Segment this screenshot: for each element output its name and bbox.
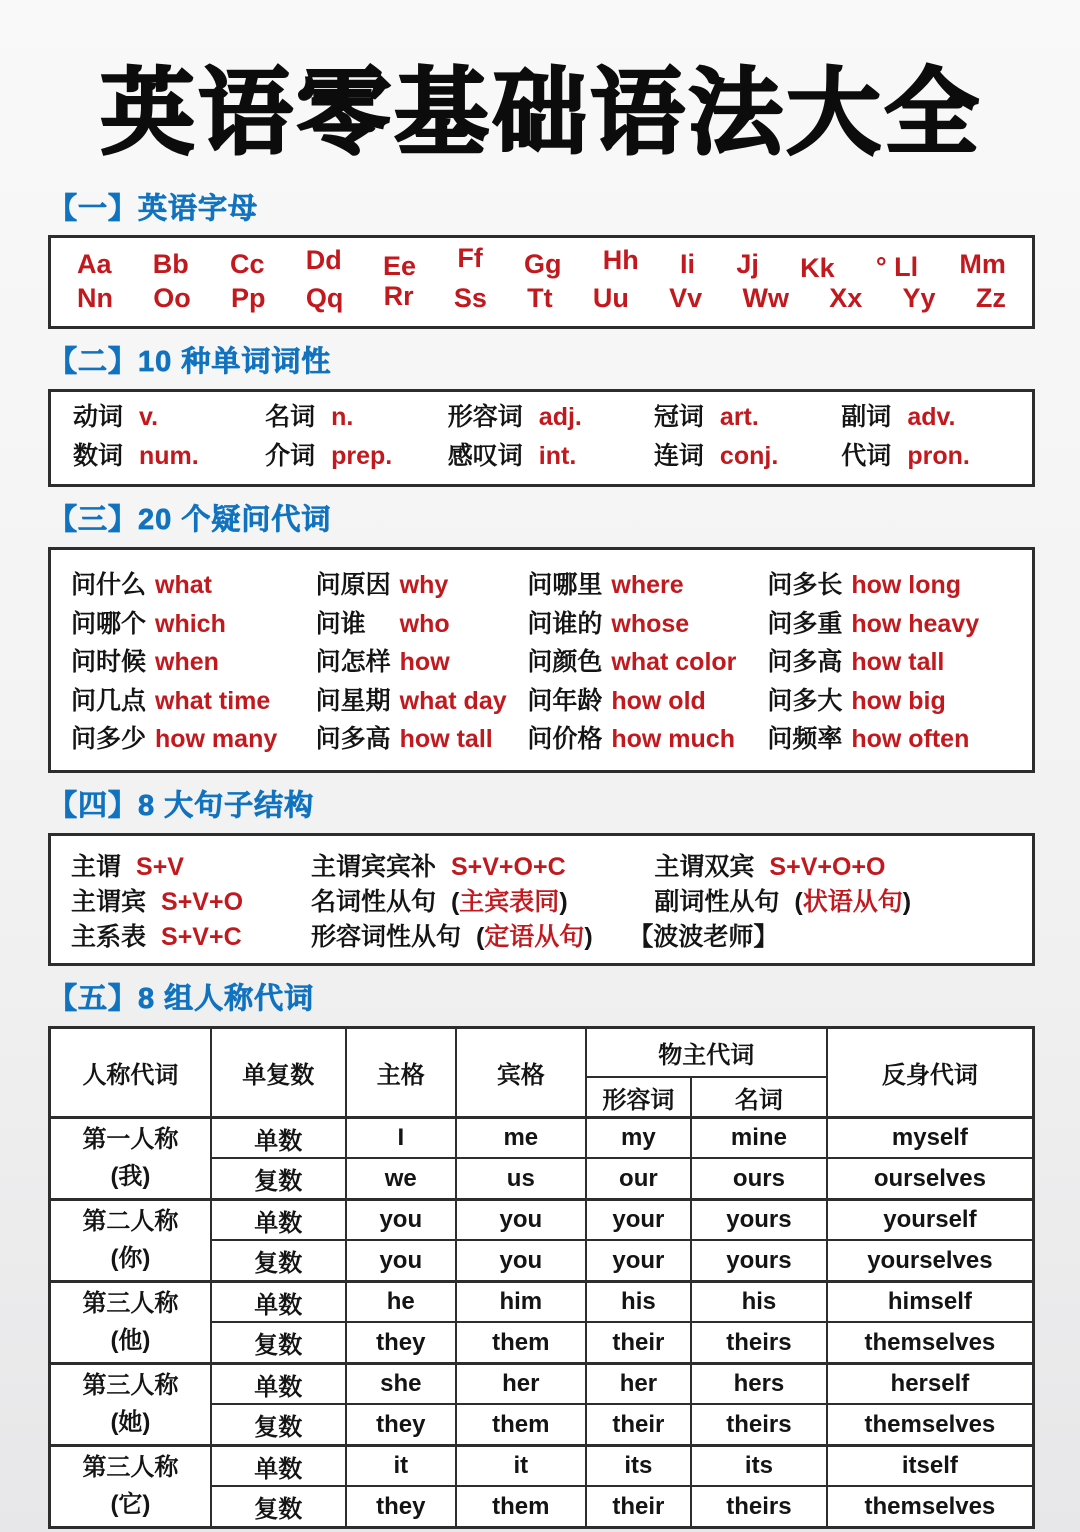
pronoun-value-cell: mine [691, 1117, 827, 1158]
word-class-item [841, 402, 1010, 433]
structure-label: 主谓 [71, 852, 122, 881]
structure-item [654, 847, 1012, 883]
interrogatives-box [48, 547, 1035, 774]
section-interrogatives-heading: 【三】20 个疑问代词 [48, 504, 332, 537]
pronoun-person-cell [50, 1117, 211, 1199]
pronoun-value-cell: their [586, 1322, 691, 1363]
pronoun-value-cell: us [456, 1158, 586, 1199]
header-possessive-noun: 名词 [691, 1077, 827, 1117]
alphabet-letter: Bb [152, 248, 189, 279]
person-label: 第三人称 [82, 1372, 179, 1400]
interrogative-cn-label: 问谁的 [527, 609, 603, 638]
word-class-item [265, 402, 448, 433]
pronoun-value-cell: they [346, 1322, 456, 1363]
alphabet-row-2 [77, 281, 1006, 315]
pronoun-number-cell: 单数 [211, 1281, 346, 1322]
alphabet-letter: Ff [457, 242, 483, 273]
header-number: 单复数 [211, 1027, 346, 1117]
alphabet-letter: Kk [800, 252, 835, 283]
pronoun-table-header [50, 1027, 1034, 1117]
word-class-en-abbr: prep. [331, 442, 393, 471]
pronoun-person-cell [50, 1445, 211, 1527]
interrogative-cn-label: 问多高 [767, 648, 843, 677]
paren-close: ) [559, 887, 568, 916]
pronoun-value-cell: they [346, 1404, 456, 1445]
interrogative-cn-label: 问价格 [527, 725, 603, 754]
alphabet-letter: Rr [383, 280, 414, 311]
pronoun-value-cell: themselves [827, 1322, 1034, 1363]
word-classes-box [48, 389, 1035, 487]
header-reflexive: 反身代词 [827, 1027, 1034, 1117]
word-class-item [841, 441, 1010, 472]
pronoun-value-cell: them [456, 1322, 586, 1363]
alphabet-letter: Xx [829, 282, 863, 313]
interrogative-cn-label: 问怎样 [315, 648, 391, 677]
header-possessive-adj: 形容词 [586, 1077, 691, 1117]
interrogative-item [767, 681, 1012, 717]
structure-item [654, 882, 1012, 918]
structure-label: 名词性从句 [310, 887, 436, 916]
word-class-cn-label: 冠词 [653, 403, 704, 432]
interrogative-item [527, 719, 767, 755]
pronoun-row [50, 1363, 1034, 1404]
word-class-item [73, 441, 265, 472]
interrogative-cn-label: 问多少 [71, 725, 147, 754]
section-structures-heading: 【四】8 大句子结构 [48, 790, 315, 823]
structure-formula: S+V [136, 852, 184, 881]
section-word-classes [48, 345, 1035, 487]
interrogative-cn-label: 问哪里 [527, 571, 603, 600]
pronoun-person-cell [50, 1281, 211, 1363]
interrogative-en-word: what [155, 571, 212, 600]
structure-label: 主谓宾 [71, 887, 147, 916]
person-note: (他) [110, 1327, 151, 1355]
word-class-item [73, 402, 265, 433]
interrogative-item [767, 565, 1012, 601]
interrogative-cn-label: 问哪个 [71, 609, 147, 638]
interrogative-en-word: who [399, 609, 450, 638]
alphabet-box [48, 235, 1035, 329]
alphabet-row-1 [77, 242, 1006, 283]
word-class-en-abbr: int. [538, 442, 577, 471]
structure-label: 形容词性从句 [310, 922, 461, 951]
interrogative-item [71, 719, 316, 755]
structure-formula: S+V+O+C [450, 852, 566, 881]
alphabet-letter: Oo [153, 282, 191, 313]
interrogative-item [71, 642, 316, 678]
pronoun-number-cell: 复数 [211, 1158, 346, 1199]
interrogative-cn-label: 问多大 [767, 686, 843, 715]
pronoun-value-cell: ours [691, 1158, 827, 1199]
pronoun-value-cell: you [346, 1240, 456, 1281]
interrogative-en-word: how old [611, 686, 706, 715]
paren-open: ( [475, 922, 485, 951]
pronoun-value-cell: herself [827, 1363, 1034, 1404]
word-class-en-abbr: num. [139, 442, 199, 471]
interrogative-cn-label: 问频率 [767, 725, 843, 754]
interrogative-cn-label: 问什么 [71, 571, 147, 600]
pronoun-value-cell: them [456, 1486, 586, 1527]
pronoun-value-cell: they [346, 1486, 456, 1527]
pronoun-number-cell: 单数 [211, 1199, 346, 1240]
pronoun-table [48, 1026, 1035, 1529]
pronoun-value-cell: you [456, 1240, 586, 1281]
pronoun-value-cell: yours [691, 1240, 827, 1281]
paren-close: ) [902, 887, 912, 916]
pronoun-number-cell: 复数 [211, 1322, 346, 1363]
word-class-cn-label: 数词 [73, 442, 124, 471]
alphabet-letter: Uu [592, 282, 629, 313]
interrogative-en-word: how much [611, 725, 735, 754]
structure-item [628, 917, 1012, 953]
word-class-item [265, 441, 448, 472]
interrogative-en-word: how big [851, 686, 946, 715]
interrogative-en-word: when [155, 648, 219, 677]
interrogative-en-word: how [399, 648, 450, 677]
structure-item [71, 847, 311, 883]
person-label: 第一人称 [82, 1126, 179, 1154]
pronoun-value-cell: itself [827, 1445, 1034, 1486]
section-pronouns-heading: 【五】8 组人称代词 [48, 983, 315, 1016]
word-class-en-abbr: conj. [719, 442, 779, 471]
pronoun-value-cell: me [456, 1117, 586, 1158]
pronoun-value-cell: their [586, 1486, 691, 1527]
alphabet-letter: Hh [602, 244, 639, 275]
pronoun-value-cell: it [456, 1445, 586, 1486]
paren-close: ) [584, 922, 593, 951]
pronoun-number-cell: 复数 [211, 1486, 346, 1527]
pronoun-value-cell: your [586, 1199, 691, 1240]
pronoun-number-cell: 单数 [211, 1363, 346, 1404]
section-word-classes-heading: 【二】10 种单词词性 [48, 346, 332, 379]
pronoun-value-cell: he [346, 1281, 456, 1322]
interrogative-item [527, 681, 767, 717]
pronoun-value-cell: ourselves [827, 1158, 1034, 1199]
interrogative-en-word: how tall [851, 648, 945, 677]
structure-label: 主系表 [71, 922, 147, 951]
pronoun-value-cell: themselves [827, 1404, 1034, 1445]
pronoun-person-cell [50, 1363, 211, 1445]
interrogative-cn-label: 问多高 [315, 725, 391, 754]
pronoun-value-cell: your [586, 1240, 691, 1281]
pronoun-value-cell: his [586, 1281, 691, 1322]
alphabet-letter: Ss [453, 282, 487, 313]
word-class-cn-label: 连词 [653, 442, 704, 471]
person-note: (我) [110, 1163, 151, 1191]
pronoun-value-cell: theirs [691, 1322, 827, 1363]
pronoun-number-cell: 复数 [211, 1240, 346, 1281]
interrogative-item [527, 565, 767, 601]
person-label: 第二人称 [82, 1208, 179, 1236]
interrogative-item [316, 604, 528, 640]
pronoun-value-cell: myself [827, 1117, 1034, 1158]
pronoun-value-cell: its [691, 1445, 827, 1486]
interrogative-en-word: how many [155, 725, 278, 754]
word-class-en-abbr: v. [139, 403, 159, 432]
structure-item [71, 882, 311, 918]
interrogative-item [767, 642, 1012, 678]
person-note: (它) [110, 1491, 151, 1519]
interrogative-cn-label: 问多重 [767, 609, 843, 638]
pronoun-row [50, 1199, 1034, 1240]
pronoun-row [50, 1445, 1034, 1486]
alphabet-letter: Mm [959, 248, 1006, 279]
pronoun-row [50, 1117, 1034, 1158]
pronoun-number-cell: 复数 [211, 1404, 346, 1445]
interrogative-item [316, 565, 528, 601]
pronoun-value-cell: himself [827, 1281, 1034, 1322]
interrogative-en-word: where [611, 571, 684, 600]
pronoun-value-cell: she [346, 1363, 456, 1404]
structure-formula: S+V+O+O [769, 852, 886, 881]
section-structures [48, 789, 1035, 966]
alphabet-letter: Jj [736, 248, 759, 279]
pronoun-value-cell: it [346, 1445, 456, 1486]
interrogative-item [316, 642, 528, 678]
pronoun-value-cell: his [691, 1281, 827, 1322]
word-class-cn-label: 代词 [841, 442, 892, 471]
alphabet-letter: Vv [669, 282, 703, 313]
paren-open: ( [794, 887, 803, 916]
section-alphabet-heading: 【一】英语字母 [48, 192, 259, 225]
interrogative-en-word: how long [851, 571, 962, 600]
structure-paren-note: 状语从句 [802, 887, 903, 916]
pronoun-value-cell: its [586, 1445, 691, 1486]
interrogative-item [71, 681, 316, 717]
header-possessive: 物主代词 [586, 1027, 827, 1077]
alphabet-letter: Yy [902, 282, 936, 313]
structure-paren-note: 主宾表同 [459, 887, 560, 916]
structure-item [311, 847, 654, 883]
word-class-en-abbr: art. [719, 403, 759, 432]
alphabet-letter: Ee [383, 250, 417, 281]
pronoun-value-cell: them [456, 1404, 586, 1445]
structures-box [48, 833, 1035, 966]
pronoun-value-cell: themselves [827, 1486, 1034, 1527]
word-class-cn-label: 形容词 [447, 403, 523, 432]
structure-label: 主谓宾宾补 [310, 852, 436, 881]
structure-item [311, 917, 654, 953]
word-class-en-abbr: adv. [907, 403, 956, 432]
alphabet-letter: Nn [77, 282, 113, 313]
pronoun-row [50, 1281, 1034, 1322]
pronoun-value-cell: theirs [691, 1404, 827, 1445]
interrogative-cn-label: 问原因 [315, 571, 391, 600]
interrogative-en-word: why [399, 571, 449, 600]
section-interrogatives [48, 503, 1035, 773]
word-class-item [654, 402, 841, 433]
pronoun-value-cell: theirs [691, 1486, 827, 1527]
word-class-en-abbr: n. [331, 403, 354, 432]
pronoun-value-cell: you [346, 1199, 456, 1240]
alphabet-letter: Zz [975, 282, 1006, 313]
interrogative-cn-label: 问时候 [71, 648, 147, 677]
alphabet-letter: Ww [742, 282, 789, 313]
word-class-cn-label: 名词 [265, 403, 316, 432]
pronoun-value-cell: our [586, 1158, 691, 1199]
alphabet-letter: Cc [230, 248, 265, 279]
word-class-en-abbr: adj. [538, 403, 582, 432]
header-person: 人称代词 [50, 1027, 211, 1117]
interrogative-item [767, 719, 1012, 755]
structure-formula: S+V+C [161, 922, 242, 951]
structure-formula: S+V+O [161, 887, 244, 916]
pronoun-number-cell: 单数 [211, 1445, 346, 1486]
structure-label: 【波波老师】 [628, 922, 779, 951]
alphabet-letter: Qq [305, 282, 344, 313]
structure-item [311, 882, 654, 918]
alphabet-letter: ° Ll [875, 251, 919, 282]
section-pronouns [48, 982, 1035, 1529]
pronoun-value-cell: yourself [827, 1199, 1034, 1240]
alphabet-letter: Tt [527, 282, 553, 313]
word-class-cn-label: 动词 [73, 403, 124, 432]
pronoun-value-cell: hers [691, 1363, 827, 1404]
paren-open: ( [450, 887, 460, 916]
word-class-cn-label: 副词 [841, 403, 892, 432]
pronoun-value-cell: we [346, 1158, 456, 1199]
pronoun-number-cell: 单数 [211, 1117, 346, 1158]
interrogative-item [527, 642, 767, 678]
interrogative-cn-label: 问颜色 [527, 648, 603, 677]
interrogative-item [71, 604, 316, 640]
interrogative-cn-label: 问谁 [315, 609, 366, 638]
interrogative-item [767, 604, 1012, 640]
word-class-en-abbr: pron. [907, 442, 970, 471]
interrogative-en-word: what time [155, 686, 271, 715]
pronoun-value-cell: their [586, 1404, 691, 1445]
interrogative-cn-label: 问星期 [315, 686, 391, 715]
pronoun-value-cell: her [586, 1363, 691, 1404]
interrogative-en-word: what day [399, 686, 507, 715]
interrogative-en-word: whose [611, 609, 690, 638]
interrogative-en-word: how often [851, 725, 970, 754]
section-alphabet [48, 192, 1035, 330]
interrogative-en-word: how heavy [851, 609, 980, 638]
interrogative-cn-label: 问年龄 [527, 686, 603, 715]
interrogative-cn-label: 问多长 [767, 571, 843, 600]
alphabet-letter: Ii [680, 248, 696, 279]
word-class-cn-label: 感叹词 [447, 442, 523, 471]
header-subjective: 主格 [346, 1027, 456, 1117]
interrogative-en-word: how tall [399, 725, 493, 754]
pronoun-value-cell: yours [691, 1199, 827, 1240]
pronoun-value-cell: you [456, 1199, 586, 1240]
word-class-item [448, 441, 654, 472]
page-title: 英语零基础语法大全 [100, 60, 983, 165]
alphabet-letter: Dd [305, 244, 342, 275]
person-label: 第三人称 [82, 1290, 179, 1318]
structure-item [71, 917, 311, 953]
person-note: (她) [110, 1409, 151, 1437]
interrogative-item [316, 719, 528, 755]
word-class-item [654, 441, 841, 472]
pronoun-value-cell: him [456, 1281, 586, 1322]
structure-label: 主谓双宾 [654, 852, 755, 881]
word-class-cn-label: 介词 [265, 442, 316, 471]
pronoun-table-body [50, 1117, 1034, 1527]
pronoun-value-cell: yourselves [827, 1240, 1034, 1281]
alphabet-letter: Gg [524, 248, 562, 279]
pronoun-value-cell: I [346, 1117, 456, 1158]
person-note: (你) [110, 1245, 151, 1273]
pronoun-person-cell [50, 1199, 211, 1281]
interrogative-item [71, 565, 316, 601]
alphabet-letter: Aa [77, 248, 112, 279]
interrogative-cn-label: 问几点 [71, 686, 147, 715]
alphabet-letter: Pp [231, 282, 266, 313]
structure-paren-note: 定语从句 [484, 922, 585, 951]
interrogative-item [316, 681, 528, 717]
word-class-item [448, 402, 654, 433]
person-label: 第三人称 [82, 1454, 179, 1482]
interrogative-item [527, 604, 767, 640]
interrogative-en-word: which [155, 609, 226, 638]
pronoun-value-cell: her [456, 1363, 586, 1404]
header-objective: 宾格 [456, 1027, 586, 1117]
interrogative-en-word: what color [611, 648, 737, 677]
structure-label: 副词性从句 [654, 887, 780, 916]
pronoun-value-cell: my [586, 1117, 691, 1158]
